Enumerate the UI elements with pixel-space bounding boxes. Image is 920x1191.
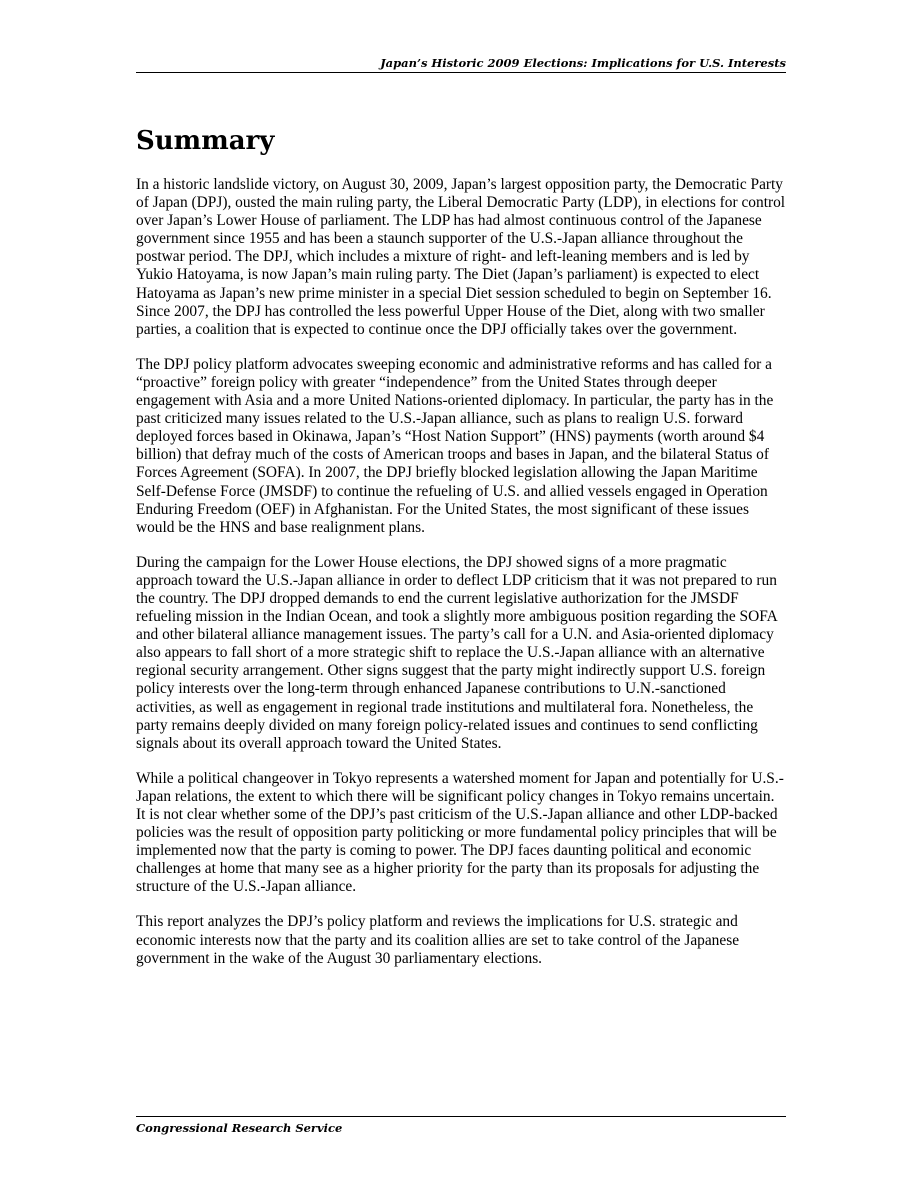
summary-paragraph: In a historic landslide victory, on August 30, 2009, Japan’s largest opposition party, the Democratic Party of Japan (DPJ), ousted the main ruling party, the Liberal Democratic Party (LDP), in elections for control over Japan’s Lower House of parliament. The LDP has had almost continuous control of the Japanese government since 1955 and has been a staunch supporter of the U.S.-Japan alliance throughout the postwar period. The DPJ, which includes a mixture of right- and left-leaning members and is led by Yukio Hatoyama, is now Japan’s main ruling party. The Diet (Japan’s parliament) is expected to elect Hatoyama as Japan’s new prime minister in a special Diet session scheduled to begin on September 16. Since 2007, the DPJ has controlled the less powerful Upper House of the Diet, along with two smaller parties, a coalition that is expected to continue once the DPJ officially takes over the government. bbox=[136, 176, 786, 338]
summary-body bbox=[136, 176, 786, 985]
summary-paragraph: The DPJ policy platform advocates sweeping economic and administrative reforms and has called for a “proactive” foreign policy with greater “independence” from the United States through deeper engagement with Asia and a more United Nations-oriented diplomacy. In particular, the party has in the past criticized many issues related to the U.S.-Japan alliance, such as plans to realign U.S. forward deployed forces based in Okinawa, Japan’s “Host Nation Support” (HNS) payments (worth around $4 billion) that defray much of the costs of American troops and bases in Japan, and the bilateral Status of Forces Agreement (SOFA). In 2007, the DPJ briefly blocked legislation allowing the Japan Maritime Self-Defense Force (JMSDF) to continue the refueling of U.S. and allied vessels engaged in Operation Enduring Freedom (OEF) in Afghanistan. For the United States, the most significant of these issues would be the HNS and base realignment plans. bbox=[136, 355, 774, 536]
running-header-title: Japan’s Historic 2009 Elections: Implications for U.S. Interests bbox=[380, 56, 786, 70]
summary-paragraph: During the campaign for the Lower House elections, the DPJ showed signs of a more pragmatic approach toward the U.S.-Japan alliance in order to deflect LDP criticism that it was not prepared to run the country. The DPJ dropped demands to end the current legislative authorization for the JMSDF refueling mission in the Indian Ocean, and took a slightly more ambiguous position regarding the SOFA and other bilateral alliance management issues. The party’s call for a U.N. and Asia-oriented diplomacy also appears to fall short of a more strategic shift to replace the U.S.-Japan alliance with an alternative regional security arrangement. Other signs suggest that the party might indirectly support U.S. foreign policy interests over the long-term through enhanced Japanese contributions to U.N.-sanctioned activities, as well as engagement in regional trade institutions and multilateral fora. Nonetheless, the party remains deeply divided on many foreign policy-related issues and continues to send conflicting signals about its overall approach toward the United States. bbox=[136, 553, 777, 752]
page-title: Summary bbox=[136, 126, 275, 156]
running-footer bbox=[136, 1116, 786, 1136]
summary-paragraph: This report analyzes the DPJ’s policy platform and reviews the implications for U.S. strategic and economic interests now that the party and its coalition allies are set to take control of the Japanese government in the wake of the August 30 parliamentary elections. bbox=[136, 913, 740, 967]
running-header bbox=[136, 55, 786, 73]
summary-paragraph: While a political changeover in Tokyo represents a watershed moment for Japan and potentially for U.S.-Japan relations, the extent to which there will be significant policy changes in Tokyo remains uncertain. It is not clear whether some of the DPJ’s past criticism of the U.S.-Japan alliance and other LDP-backed policies was the result of opposition party politicking or more fundamental policy principles that will be implemented now that the party is coming to power. The DPJ faces daunting political and economic challenges at home that many see as a higher priority for the party than its proposals for adjusting the structure of the U.S.-Japan alliance. bbox=[136, 769, 784, 896]
footer-publisher: Congressional Research Service bbox=[136, 1121, 343, 1135]
